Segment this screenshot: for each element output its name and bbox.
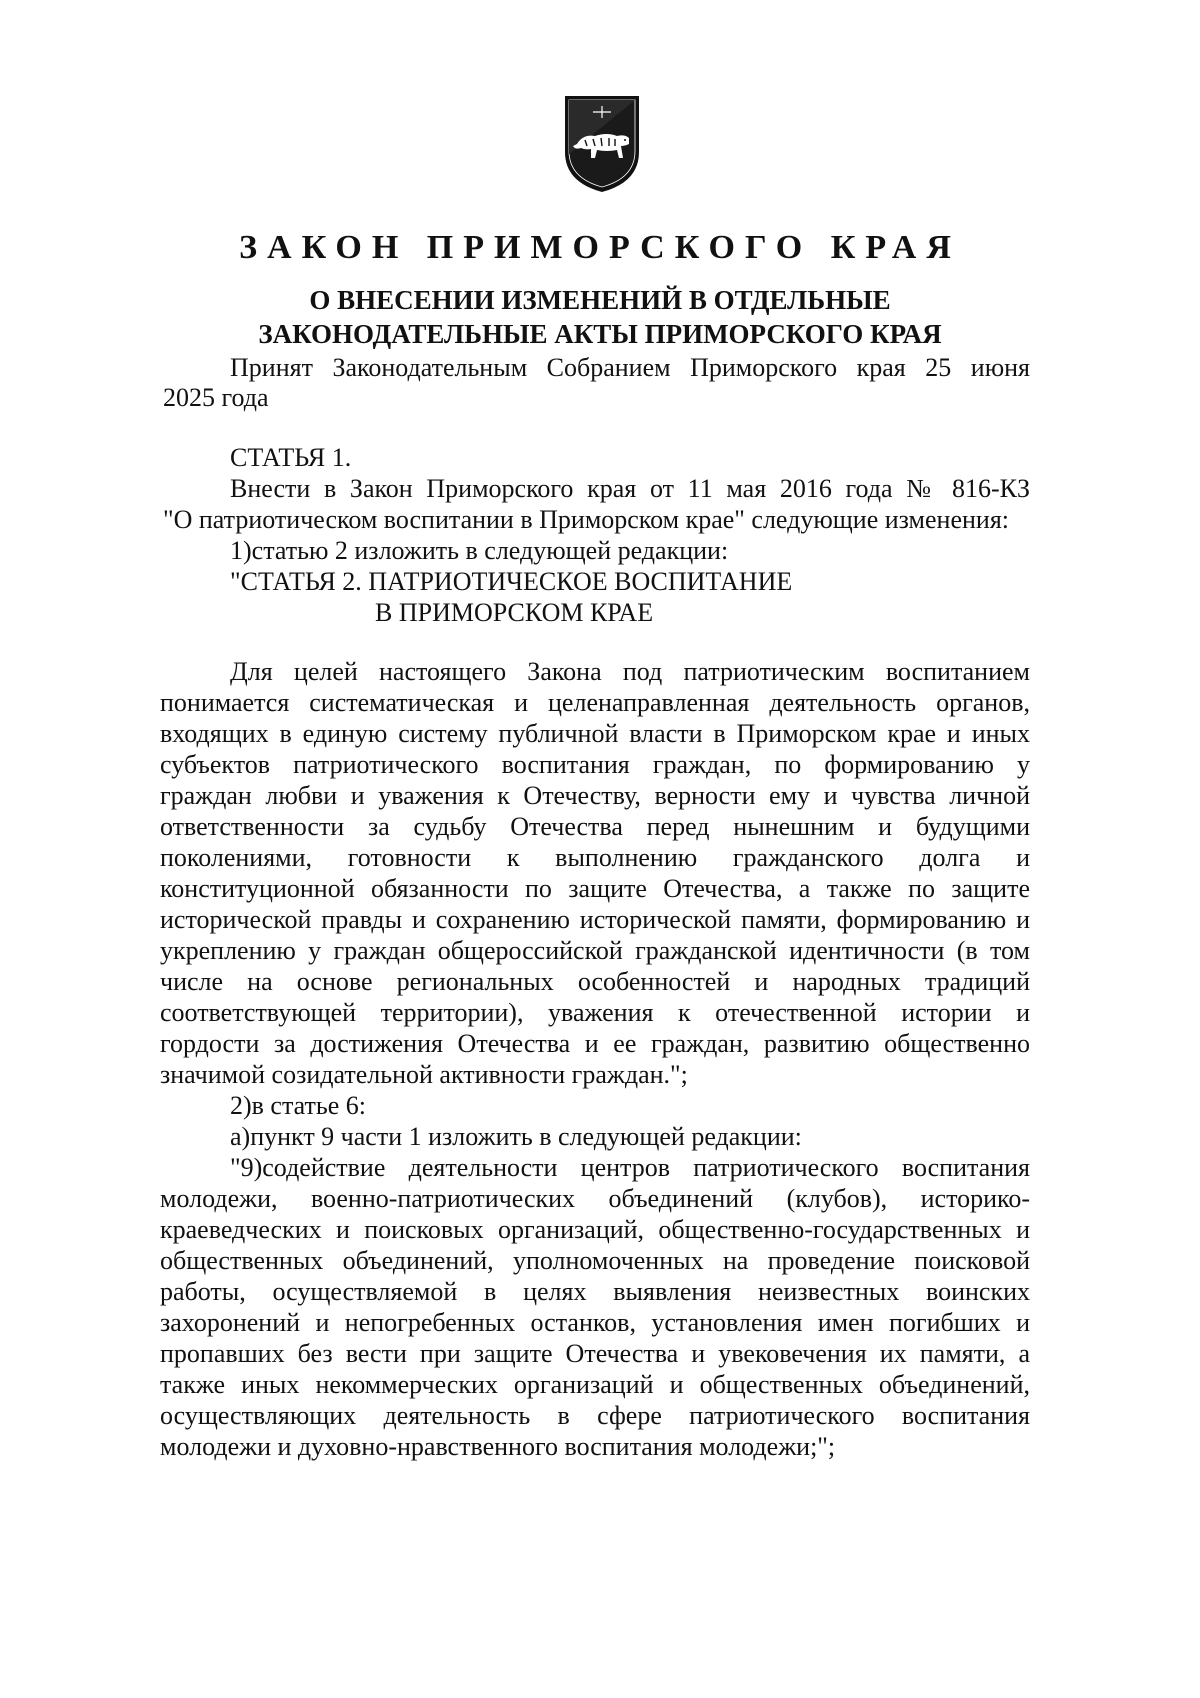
paragraph2-line: молодежи и духовно-нравственного воспитания молодежи;";: [160, 1432, 836, 1461]
paragraph1-line: граждан любви и уважения к Отечеству, верности ему и чувства личной: [160, 781, 1030, 810]
paragraph1-line: гордости за достижения Отечества и ее граждан, развитию общественно: [160, 1029, 1030, 1058]
law-title: ЗАКОН ПРИМОРСКОГО КРАЯ: [239, 229, 961, 266]
intro-line-3: 1)статью 2 изложить в следующей редакции:: [230, 536, 729, 565]
paragraph1-line: значимой созидательной активности граждан.";: [160, 1060, 688, 1089]
paragraph1-line: субъектов патриотического воспитания граждан, по формированию у: [160, 750, 1030, 779]
paragraph2-line: захоронений и непогребенных останков, установления имен погибших и: [160, 1308, 1030, 1337]
adoption-line-2: 2025 года: [163, 383, 269, 412]
item2a-line: а)пункт 9 части 1 изложить в следующей редакции:: [230, 1122, 802, 1151]
article1-heading: СТАТЬЯ 1.: [230, 443, 352, 472]
paragraph1-line: поколениями, готовности к выполнению гражданского долга и: [160, 843, 1030, 872]
paragraph2-line: осуществляющих деятельность в сфере патриотического воспитания: [160, 1401, 1030, 1430]
intro-line-1: Внести в Закон Приморского края от 11 мая 2016 года № 816-КЗ: [230, 474, 1030, 503]
article2-heading-line2: В ПРИМОРСКОМ КРАЕ: [375, 598, 654, 627]
paragraph2-line: общественных объединений, уполномоченных на проведение поисковой: [160, 1246, 1030, 1275]
law-subtitle: [0, 283, 1200, 351]
paragraph1-line: конституционной обязанности по защите Отечества, а также по защите: [160, 874, 1030, 903]
article2-heading-line1: "СТАТЬЯ 2. ПАТРИОТИЧЕСКОЕ ВОСПИТАНИЕ: [230, 567, 793, 596]
paragraph2-line: также иных некоммерческих организаций и общественных объединений,: [160, 1370, 1030, 1399]
item2-line: 2)в статье 6:: [230, 1091, 367, 1120]
intro-line-2: "О патриотическом воспитании в Приморском крае" следующие изменения:: [163, 505, 1010, 534]
coat-of-arms-icon: [563, 94, 641, 194]
paragraph1-line: укреплению у граждан общероссийской гражданской идентичности (в том: [160, 936, 1030, 965]
paragraph1-line: исторической правды и сохранению исторической памяти, формированию и: [160, 905, 1030, 934]
adoption-line-1: Принят Законодательным Собранием Приморского края 25 июня: [230, 353, 1030, 382]
paragraph2-line: молодежи, военно-патриотических объединений (клубов), историко-: [160, 1184, 1030, 1213]
paragraph1-line: соответствующей территории), уважения к отечественной истории и: [160, 998, 1030, 1027]
law-subtitle-line1: О ВНЕСЕНИИ ИЗМЕНЕНИЙ В ОТДЕЛЬНЫЕ: [309, 285, 891, 315]
paragraph1-line: понимается систематическая и целенаправленная деятельность органов,: [160, 688, 1030, 717]
paragraph1-line: числе на основе региональных особенностей и народных традиций: [160, 967, 1030, 996]
paragraph1-line: Для целей настоящего Закона под патриотическим воспитанием: [230, 657, 1030, 686]
law-subtitle-line2: ЗАКОНОДАТЕЛЬНЫЕ АКТЫ ПРИМОРСКОГО КРАЯ: [258, 319, 942, 349]
paragraph2-line: работы, осуществляемой в целях выявления неизвестных воинских: [160, 1277, 1030, 1306]
paragraph2-line: краеведческих и поисковых организаций, общественно-государственных и: [160, 1215, 1030, 1244]
paragraph2-line: "9)содействие деятельности центров патриотического воспитания: [230, 1153, 1030, 1182]
paragraph2-line: пропавших без вести при защите Отечества и увековечения их памяти, а: [160, 1339, 1030, 1368]
paragraph1-line: ответственности за судьбу Отечества перед нынешним и будущими: [160, 812, 1030, 841]
paragraph1-line: входящих в единую систему публичной власти в Приморском крае и иных: [160, 719, 1030, 748]
